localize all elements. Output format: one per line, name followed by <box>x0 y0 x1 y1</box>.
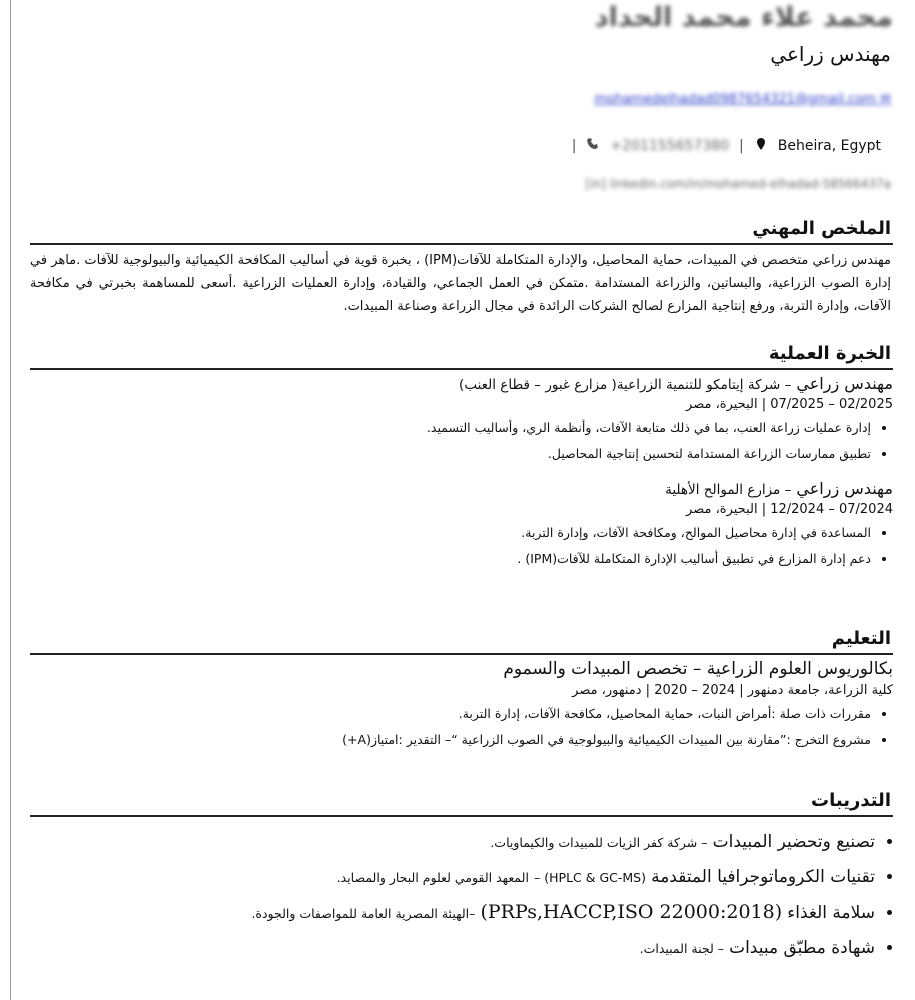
summary-divider <box>30 243 893 245</box>
job-meta <box>30 397 893 412</box>
training-detail: (PRPs,HACCP,ISO 22000:2018) <box>480 901 783 923</box>
list-item: • مشروع التخرج :”مقارنة بين المبيدات الكيميائية والبيولوجية في الصوب الزراعية “– التقدير :امتياز(A+) <box>30 727 871 753</box>
job-company: – مزارع الموالح الأهلية <box>665 482 792 498</box>
job-role <box>30 374 893 393</box>
job-location: | البحيرة، مصر <box>686 502 767 517</box>
experience-heading: الخبرة العملية <box>768 343 891 364</box>
training-org: المعهد القومي لعلوم البحار والمصايد. <box>336 870 529 885</box>
job-title: مهندس زراعي <box>796 479 893 498</box>
job-bullets <box>30 415 893 467</box>
training-title: تقنيات الكروماتوجرافيا المتقدمة <box>651 867 875 887</box>
phone-icon <box>586 137 600 155</box>
candidate-name: محمد علاء محمد الحداد <box>594 2 893 33</box>
email-row[interactable] <box>594 92 891 107</box>
training-org: –الهيئة المصرية العامة للمواصفات والجودة. <box>251 906 476 921</box>
job-meta <box>30 502 893 517</box>
envelope-icon: ✉ <box>880 92 891 107</box>
education-section <box>30 628 893 753</box>
contact-separator: | <box>739 138 744 154</box>
resume-page <box>30 0 901 1000</box>
list-item <box>30 860 875 895</box>
job-role <box>30 479 893 498</box>
map-pin-icon <box>754 137 768 155</box>
education-divider <box>30 653 893 655</box>
job-location: | البحيرة، مصر <box>686 397 767 412</box>
candidate-title: مهندس زراعي <box>770 42 891 66</box>
training-title: سلامة الغذاء <box>787 903 875 923</box>
job-company: – شركة إيتامكو للتنمية الزراعية( مزارع غبور – قطاع العنب) <box>459 377 792 393</box>
summary-section <box>30 218 893 318</box>
experience-section <box>30 343 893 572</box>
training-detail: – (HPLC & GC-MS) <box>534 870 646 885</box>
job-bullets <box>30 520 893 572</box>
list-item <box>30 895 875 931</box>
job-dates: 12/2024 – 07/2024 <box>770 502 893 517</box>
contact-row <box>572 137 881 155</box>
education-details: كلية الزراعة، جامعة دمنهور | 2024 – 2020 | دمنهور، مصر <box>572 683 893 698</box>
list-item: • مقررات ذات صلة :أمراض النبات، حماية المحاصيل، مكافحة الآفات، إدارة التربة. <box>30 701 871 727</box>
job-entry <box>30 479 893 572</box>
training-list <box>30 825 893 966</box>
list-item <box>30 825 875 860</box>
email-link[interactable]: mohamedelhadad0987654321@gmail.com <box>594 92 876 107</box>
education-heading: التعليم <box>831 628 891 649</box>
phone-text[interactable]: +201155657380 <box>610 138 730 154</box>
training-heading: التدريبات <box>811 790 891 811</box>
list-item: • المساعدة في إدارة محاصيل الموالح، ومكافحة الآفات، وإدارة التربة. <box>30 520 871 546</box>
location-text: Beheira, Egypt <box>777 138 881 154</box>
training-title: تصنيع وتحضير المبيدات <box>712 832 875 852</box>
job-title: مهندس زراعي <box>796 374 893 393</box>
education-bullets <box>30 701 893 753</box>
training-title: شهادة مطبّق مبيدات <box>729 938 875 958</box>
page-left-border <box>10 0 11 1000</box>
contact-separator: | <box>571 138 577 154</box>
linkedin-link[interactable]: [in] linkedin.com/in/mohamed-elhadad-58566437a <box>585 177 891 191</box>
list-item <box>30 931 875 966</box>
list-item: • تطبيق ممارسات الزراعة المستدامة لتحسين إنتاجية المحاصيل. <box>30 441 871 467</box>
job-dates: 07/2025 – 02/2025 <box>770 397 893 412</box>
list-item: • دعم إدارة المزارع في تطبيق أساليب الإدارة المتكاملة للآفات(IPM) . <box>30 546 871 572</box>
summary-heading: الملخص المهني <box>752 218 891 239</box>
experience-divider <box>30 368 893 370</box>
job-entry <box>30 374 893 467</box>
training-section <box>30 790 893 966</box>
degree-title: بكالوريوس العلوم الزراعية – تخصص المبيدات والسموم <box>503 659 893 679</box>
list-item: • إدارة عمليات زراعة العنب، بما في ذلك متابعة الآفات، وأنظمة الري، وأساليب التسميد. <box>30 415 871 441</box>
training-org: – لجنة المبيدات. <box>639 941 724 956</box>
training-divider <box>30 815 893 817</box>
training-org: – شركة كفر الزيات للمبيدات والكيماويات. <box>490 835 708 850</box>
summary-text: مهندس زراعي متخصص في المبيدات، حماية المحاصيل، والإدارة المتكاملة للآفات(IPM) ، بخبرة قوية في أساليب المكافحة الكيميائية والبيولوجية للآفات .ماهر في إدارة الصوب الزراعية، والبساتين، والزراعة المستدامة .متمكن في العمل الجماعي، والقيادة، وإدارة العمليات الزراعية .أسعى للمساهمة بخبرتي في مكافحة الآفات، وإدارة التربة، ورفع إنتاجية المزارع لصالح الشركات الرائدة في مجال الزراعة وصناعة المبيدات. <box>30 253 891 314</box>
